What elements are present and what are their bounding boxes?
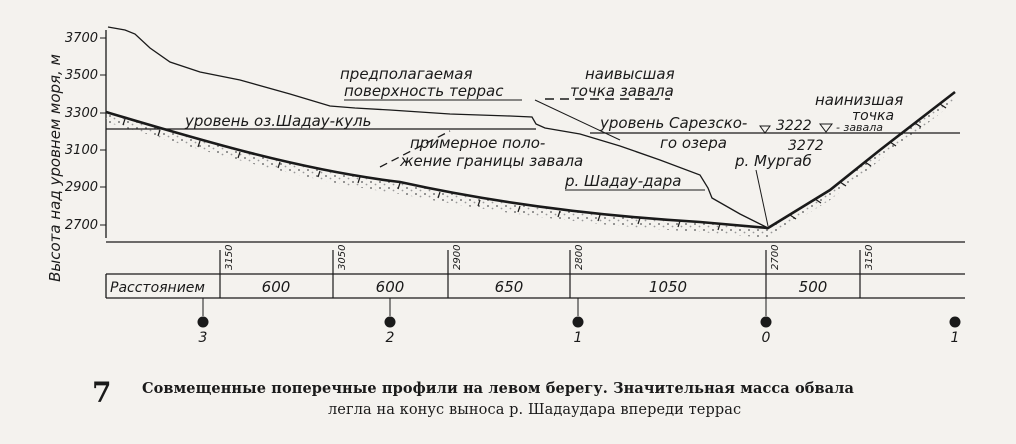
profile-points bbox=[198, 298, 961, 346]
point-marker bbox=[573, 317, 584, 328]
dam-top-label-1: наивысшая bbox=[585, 65, 675, 83]
boundary-label-2: жение границы завала bbox=[400, 152, 584, 170]
elevation-value: 3150 bbox=[864, 244, 875, 270]
annotations bbox=[184, 65, 903, 226]
terrace-label-2: поверхность террас bbox=[344, 82, 504, 100]
distance-value: 600 bbox=[375, 278, 405, 296]
elevation-value: 2700 bbox=[770, 244, 781, 270]
point-label: 1 bbox=[573, 330, 583, 346]
shadau-lake-label: уровень оз.Шадау-куль bbox=[185, 112, 372, 130]
distance-value: 650 bbox=[494, 278, 524, 296]
point-label: 2 bbox=[385, 330, 395, 346]
murgab-leader-line bbox=[756, 170, 768, 226]
y-tick-label: 2900 bbox=[64, 180, 98, 195]
distance-row-label: Расстоянием bbox=[110, 280, 205, 296]
lowest-label-2: точка bbox=[852, 108, 895, 124]
figure-number: 7 bbox=[92, 376, 112, 409]
point-marker bbox=[198, 317, 209, 328]
sarez-label-1: уровень Сарезско- bbox=[600, 114, 748, 132]
elevation-value: 2900 bbox=[452, 244, 463, 270]
dam-top-label-2: точка завала bbox=[570, 82, 674, 100]
distance-value: 600 bbox=[261, 278, 291, 296]
water-level-symbol bbox=[760, 126, 770, 133]
caption-line-1: Совмещенные поперечные профили на левом берегу. Значительная масса обвала bbox=[142, 380, 854, 397]
y-tick-label: 3300 bbox=[64, 106, 98, 121]
point-label: 1 bbox=[950, 330, 960, 346]
distance-value: 1050 bbox=[648, 278, 688, 296]
distance-value: 500 bbox=[798, 278, 828, 296]
boundary-label-1: примерное поло- bbox=[410, 134, 546, 152]
lowest-label-1: наинизшая bbox=[815, 91, 904, 109]
y-axis-label: Высота над уровнем моря, м bbox=[46, 54, 64, 282]
murgab-label: р. Мургаб bbox=[735, 152, 812, 170]
y-tick-label: 2700 bbox=[64, 218, 98, 233]
sarez-level-value: 3222 bbox=[776, 118, 812, 134]
lowest-value: 3272 bbox=[788, 138, 824, 154]
y-tick-label: 3500 bbox=[64, 68, 98, 83]
terrace-label-1: предполагаемая bbox=[340, 65, 473, 83]
point-marker bbox=[950, 317, 961, 328]
lowest-label-3: - завала bbox=[836, 121, 884, 134]
distance-table bbox=[106, 242, 965, 298]
y-tick-label: 3100 bbox=[64, 143, 98, 158]
point-label: 0 bbox=[761, 330, 771, 346]
caption-line-2: легла на конус выноса р. Шадаудара впереди террас bbox=[328, 402, 742, 418]
shadau-river-label: р. Шадау-дара bbox=[565, 172, 682, 190]
y-tick-label: 3700 bbox=[64, 31, 98, 46]
point-marker bbox=[761, 317, 772, 328]
sarez-label-2: го озера bbox=[660, 134, 727, 152]
y-axis bbox=[65, 30, 106, 238]
elevation-value: 2800 bbox=[574, 244, 585, 270]
point-marker bbox=[385, 317, 396, 328]
point-label: 3 bbox=[198, 330, 208, 346]
dam-low-symbol bbox=[820, 124, 832, 132]
elevation-value: 3050 bbox=[337, 244, 348, 270]
elevation-value: 3150 bbox=[224, 244, 235, 270]
